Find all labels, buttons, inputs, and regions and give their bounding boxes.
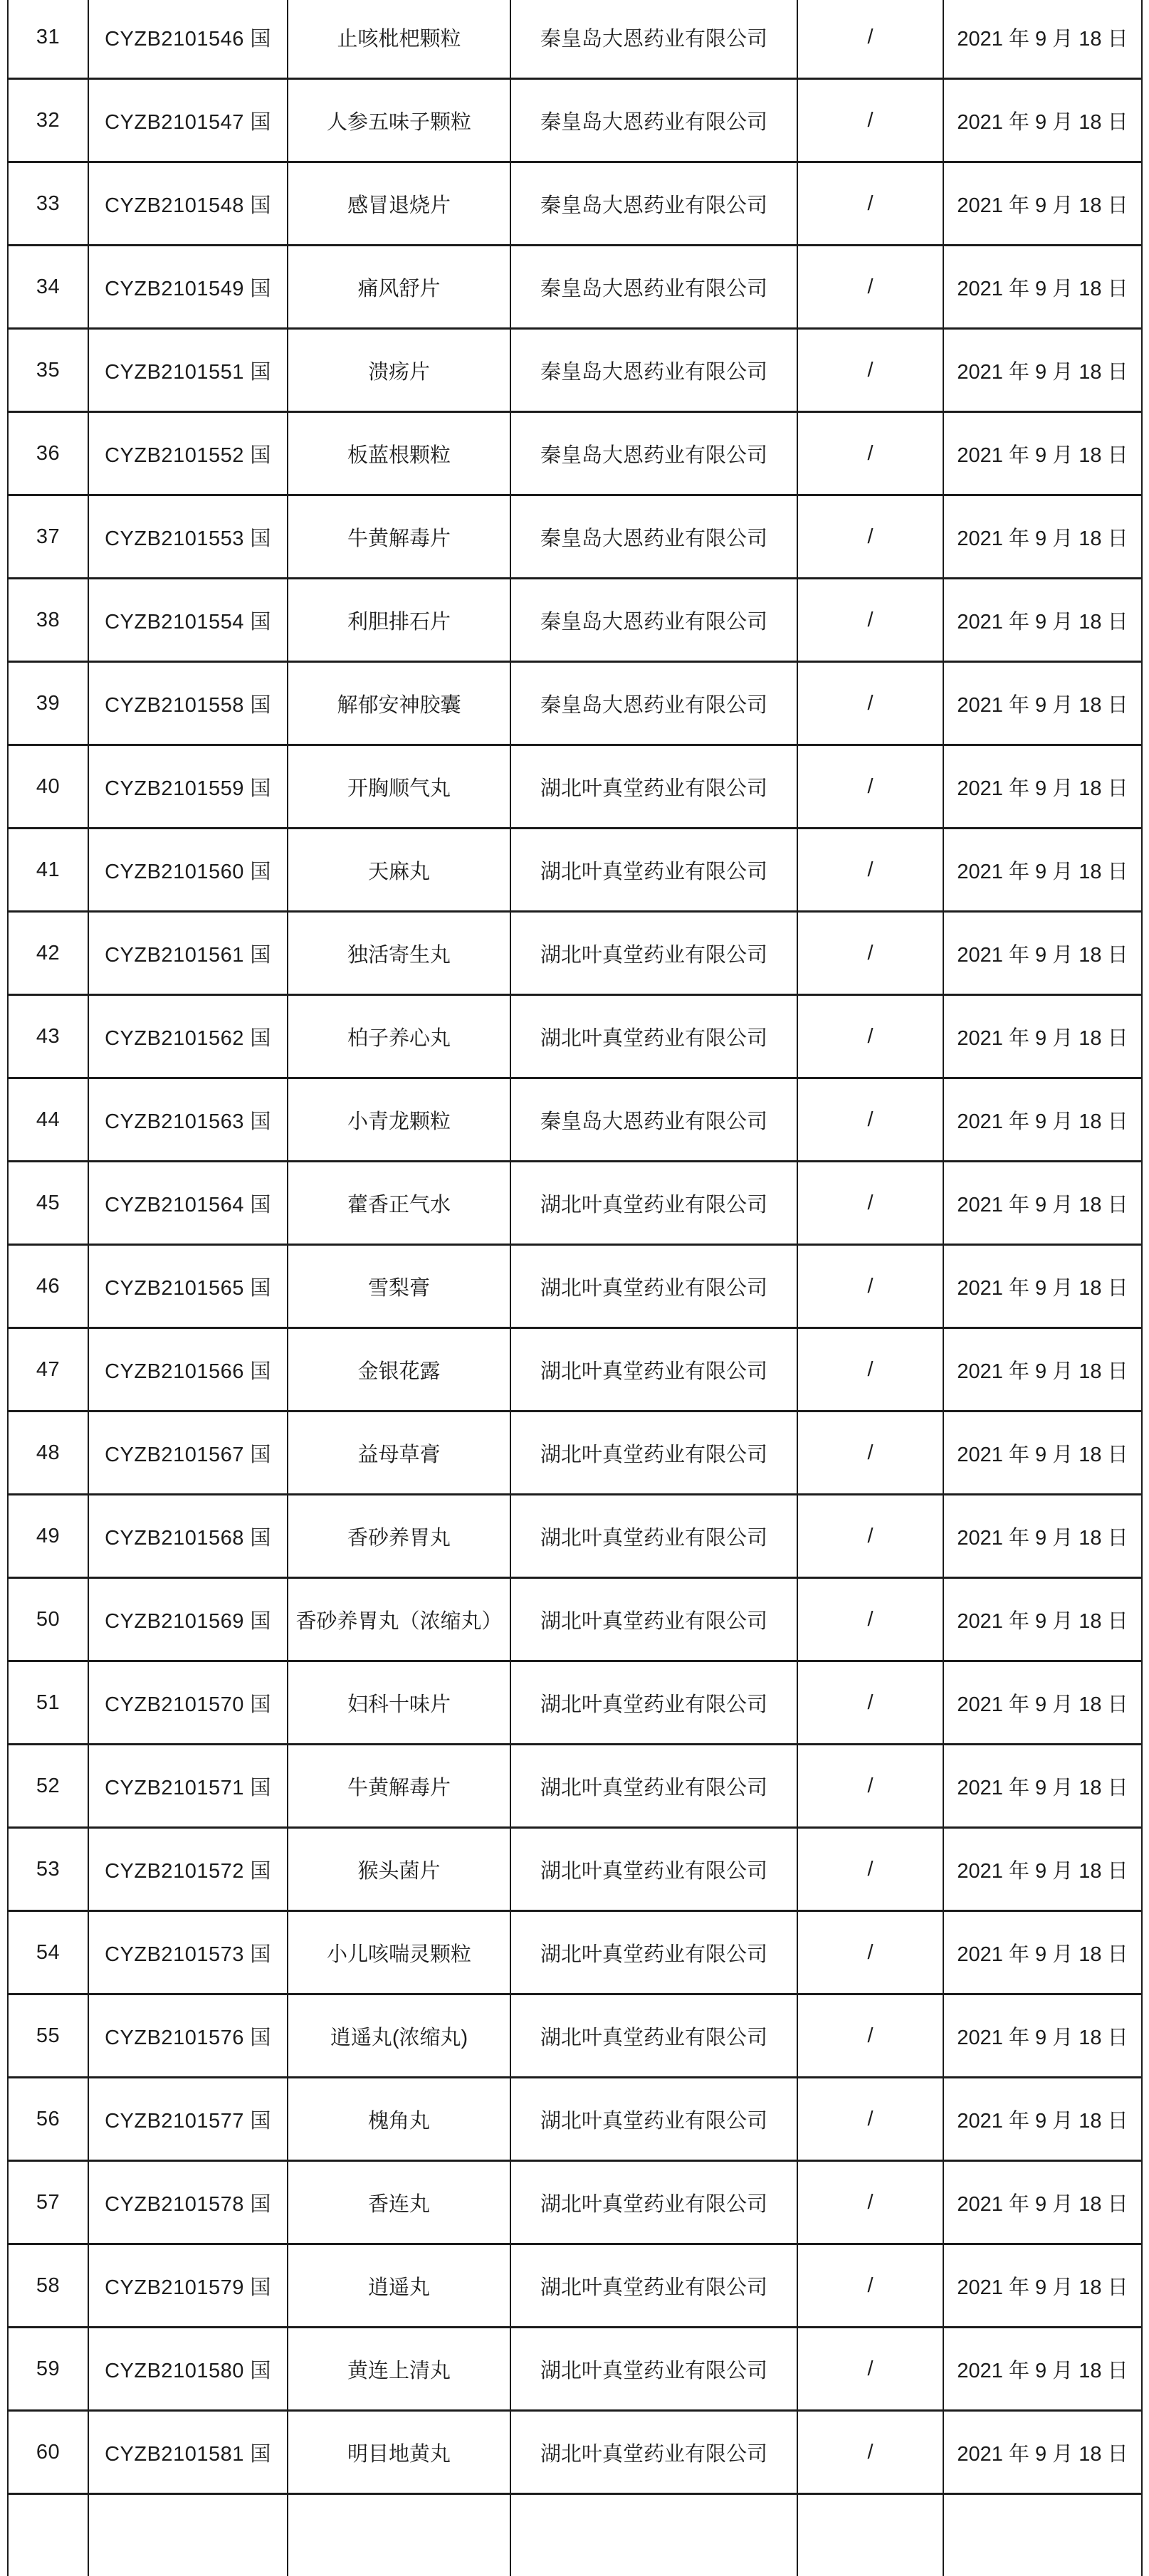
cell-approval-code: CYZB2101564 国 (88, 1162, 288, 1245)
cell-approval-code: CYZB2101546 国 (88, 0, 288, 79)
cell-company: 湖北叶真堂药业有限公司 (510, 2161, 797, 2244)
cell-company: 湖北叶真堂药业有限公司 (510, 1828, 797, 1911)
table-row (8, 412, 1142, 495)
cell-remark-slash: / (797, 745, 943, 829)
cell-remark-slash: / (797, 2244, 943, 2328)
cell-approval-code: CYZB2101567 国 (88, 1411, 288, 1495)
cell-remark-slash: / (797, 1078, 943, 1162)
table-row (8, 1411, 1142, 1495)
cell-approval-code: CYZB2101578 国 (88, 2161, 288, 2244)
table-row (8, 995, 1142, 1078)
cell-company: 湖北叶真堂药业有限公司 (510, 912, 797, 995)
cell-approval-code: CYZB2101552 国 (88, 412, 288, 495)
cell-approval-date: 2021 年 9 月 18 日 (943, 1828, 1142, 1911)
table-row (8, 1245, 1142, 1328)
cell-remark-slash: / (797, 1578, 943, 1661)
cell-approval-code: CYZB2101566 国 (88, 1328, 288, 1411)
cell-approval-date: 2021 年 9 月 18 日 (943, 1745, 1142, 1828)
cell-drug-name: 止咳枇杷颗粒 (288, 0, 510, 79)
cell-remark-slash: / (797, 1411, 943, 1495)
cell-approval-date: 2021 年 9 月 18 日 (943, 1328, 1142, 1411)
cell-approval-code: CYZB2101559 国 (88, 745, 288, 829)
cell-row-number: 36 (8, 412, 88, 495)
cell-company: 秦皇岛大恩药业有限公司 (510, 329, 797, 412)
cell-approval-code: CYZB2101572 国 (88, 1828, 288, 1911)
table-row (8, 662, 1142, 745)
cell-remark-slash: / (797, 829, 943, 912)
cell-remark-slash: / (797, 2161, 943, 2244)
cell-remark-slash: / (797, 329, 943, 412)
cell-approval-code: CYZB2101563 国 (88, 1078, 288, 1162)
cell-drug-name: 香砂养胃丸 (288, 1495, 510, 1578)
cell-company: 秦皇岛大恩药业有限公司 (510, 1078, 797, 1162)
cell-row-number: 44 (8, 1078, 88, 1162)
cell-row-number: 55 (8, 1994, 88, 2078)
cell-approval-code: CYZB2101570 国 (88, 1661, 288, 1745)
table-row (8, 79, 1142, 162)
cell-approval-date: 2021 年 9 月 18 日 (943, 1578, 1142, 1661)
cell-approval-date: 2021 年 9 月 18 日 (943, 1661, 1142, 1745)
drug-approval-table (7, 0, 1143, 2576)
cell-company: 秦皇岛大恩药业有限公司 (510, 579, 797, 662)
cell-row-number: 48 (8, 1411, 88, 1495)
cell-approval-date: 2021 年 9 月 18 日 (943, 1495, 1142, 1578)
cell-company: 湖北叶真堂药业有限公司 (510, 1661, 797, 1745)
cell-approval-code: CYZB2101576 国 (88, 1994, 288, 2078)
cell-approval-code: CYZB2101561 国 (88, 912, 288, 995)
cell-approval-date: 2021 年 9 月 18 日 (943, 745, 1142, 829)
table-row (8, 0, 1142, 79)
cell-row-number: 34 (8, 246, 88, 329)
cell-row-number: 32 (8, 79, 88, 162)
cell-remark-slash: / (797, 1745, 943, 1828)
table-row (8, 1911, 1142, 1994)
cell-approval-date: 2021 年 9 月 18 日 (943, 2244, 1142, 2328)
cell-row-number: 54 (8, 1911, 88, 1994)
cell-approval-date (943, 2494, 1142, 2576)
cell-remark-slash: / (797, 579, 943, 662)
cell-company: 湖北叶真堂药业有限公司 (510, 1411, 797, 1495)
cell-company: 湖北叶真堂药业有限公司 (510, 995, 797, 1078)
cell-drug-name: 牛黄解毒片 (288, 1745, 510, 1828)
cell-remark-slash: / (797, 1911, 943, 1994)
cell-drug-name: 逍遥丸(浓缩丸) (288, 1994, 510, 2078)
cell-remark-slash: / (797, 1828, 943, 1911)
cell-company: 秦皇岛大恩药业有限公司 (510, 0, 797, 79)
cell-drug-name: 柏子养心丸 (288, 995, 510, 1078)
cell-company: 秦皇岛大恩药业有限公司 (510, 162, 797, 246)
cell-remark-slash: / (797, 79, 943, 162)
cell-approval-date: 2021 年 9 月 18 日 (943, 829, 1142, 912)
cell-row-number: 59 (8, 2328, 88, 2411)
cell-row-number: 42 (8, 912, 88, 995)
cell-row-number: 33 (8, 162, 88, 246)
table-row (8, 1828, 1142, 1911)
table-row (8, 246, 1142, 329)
cell-row-number: 41 (8, 829, 88, 912)
table-row (8, 2078, 1142, 2161)
cell-drug-name: 天麻丸 (288, 829, 510, 912)
cell-remark-slash: / (797, 2411, 943, 2494)
cell-drug-name: 解郁安神胶囊 (288, 662, 510, 745)
cell-approval-date: 2021 年 9 月 18 日 (943, 246, 1142, 329)
cell-drug-name: 小青龙颗粒 (288, 1078, 510, 1162)
cell-approval-code: CYZB2101560 国 (88, 829, 288, 912)
cell-drug-name (288, 2494, 510, 2576)
table-row (8, 579, 1142, 662)
cell-company: 湖北叶真堂药业有限公司 (510, 1745, 797, 1828)
cell-approval-date: 2021 年 9 月 18 日 (943, 662, 1142, 745)
cell-approval-date: 2021 年 9 月 18 日 (943, 2411, 1142, 2494)
cell-company: 湖北叶真堂药业有限公司 (510, 2244, 797, 2328)
cell-approval-code: CYZB2101569 国 (88, 1578, 288, 1661)
cell-drug-name: 妇科十味片 (288, 1661, 510, 1745)
cell-company: 湖北叶真堂药业有限公司 (510, 745, 797, 829)
cell-remark-slash: / (797, 1162, 943, 1245)
cell-approval-date: 2021 年 9 月 18 日 (943, 579, 1142, 662)
cell-company: 湖北叶真堂药业有限公司 (510, 1578, 797, 1661)
cell-approval-code: CYZB2101549 国 (88, 246, 288, 329)
cell-company: 秦皇岛大恩药业有限公司 (510, 412, 797, 495)
cell-drug-name: 香连丸 (288, 2161, 510, 2244)
cell-company: 湖北叶真堂药业有限公司 (510, 1245, 797, 1328)
table-row (8, 1495, 1142, 1578)
cell-remark-slash: / (797, 1661, 943, 1745)
cell-approval-date: 2021 年 9 月 18 日 (943, 495, 1142, 579)
cell-row-number: 51 (8, 1661, 88, 1745)
cell-drug-name: 藿香正气水 (288, 1162, 510, 1245)
cell-row-number: 60 (8, 2411, 88, 2494)
cell-drug-name: 猴头菌片 (288, 1828, 510, 1911)
cell-approval-date: 2021 年 9 月 18 日 (943, 1245, 1142, 1328)
cell-approval-code: CYZB2101551 国 (88, 329, 288, 412)
cell-company (510, 2494, 797, 2576)
cell-drug-name: 黄连上清丸 (288, 2328, 510, 2411)
cell-approval-date: 2021 年 9 月 18 日 (943, 995, 1142, 1078)
cell-remark-slash: / (797, 2328, 943, 2411)
cell-company: 湖北叶真堂药业有限公司 (510, 1495, 797, 1578)
cell-approval-date: 2021 年 9 月 18 日 (943, 79, 1142, 162)
cell-row-number: 49 (8, 1495, 88, 1578)
cell-row-number: 52 (8, 1745, 88, 1828)
cell-row-number: 53 (8, 1828, 88, 1911)
table-row (8, 1661, 1142, 1745)
cell-approval-date: 2021 年 9 月 18 日 (943, 1994, 1142, 2078)
cell-approval-date: 2021 年 9 月 18 日 (943, 912, 1142, 995)
cell-drug-name: 感冒退烧片 (288, 162, 510, 246)
cell-row-number: 45 (8, 1162, 88, 1245)
cell-company: 湖北叶真堂药业有限公司 (510, 2411, 797, 2494)
table-row (8, 495, 1142, 579)
cell-company: 湖北叶真堂药业有限公司 (510, 2078, 797, 2161)
cell-approval-code: CYZB2101553 国 (88, 495, 288, 579)
cell-row-number: 35 (8, 329, 88, 412)
cell-approval-code: CYZB2101581 国 (88, 2411, 288, 2494)
cell-company: 湖北叶真堂药业有限公司 (510, 1162, 797, 1245)
cell-row-number: 40 (8, 745, 88, 829)
table-row (8, 1328, 1142, 1411)
cell-drug-name: 逍遥丸 (288, 2244, 510, 2328)
cell-approval-code (88, 2494, 288, 2576)
cell-approval-date: 2021 年 9 月 18 日 (943, 162, 1142, 246)
cell-remark-slash (797, 2494, 943, 2576)
cell-approval-code: CYZB2101558 国 (88, 662, 288, 745)
cell-row-number: 58 (8, 2244, 88, 2328)
table-row (8, 1162, 1142, 1245)
cell-drug-name: 利胆排石片 (288, 579, 510, 662)
cell-drug-name: 痛风舒片 (288, 246, 510, 329)
cell-approval-date: 2021 年 9 月 18 日 (943, 329, 1142, 412)
cell-row-number: 47 (8, 1328, 88, 1411)
cell-approval-code: CYZB2101565 国 (88, 1245, 288, 1328)
cell-approval-code: CYZB2101571 国 (88, 1745, 288, 1828)
cell-drug-name: 香砂养胃丸（浓缩丸） (288, 1578, 510, 1661)
cell-approval-date: 2021 年 9 月 18 日 (943, 1162, 1142, 1245)
cell-drug-name: 益母草膏 (288, 1411, 510, 1495)
table-body (8, 0, 1142, 2576)
cell-company: 湖北叶真堂药业有限公司 (510, 2328, 797, 2411)
cell-remark-slash: / (797, 495, 943, 579)
cell-approval-date: 2021 年 9 月 18 日 (943, 2078, 1142, 2161)
cell-company: 秦皇岛大恩药业有限公司 (510, 495, 797, 579)
cell-row-number: 37 (8, 495, 88, 579)
cell-approval-date: 2021 年 9 月 18 日 (943, 412, 1142, 495)
table-row (8, 1578, 1142, 1661)
cell-drug-name: 牛黄解毒片 (288, 495, 510, 579)
cell-drug-name: 雪梨膏 (288, 1245, 510, 1328)
cell-remark-slash: / (797, 662, 943, 745)
cell-row-number: 46 (8, 1245, 88, 1328)
cell-approval-date: 2021 年 9 月 18 日 (943, 1078, 1142, 1162)
cell-approval-code: CYZB2101568 国 (88, 1495, 288, 1578)
table-row (8, 829, 1142, 912)
cell-company: 秦皇岛大恩药业有限公司 (510, 79, 797, 162)
cell-approval-code: CYZB2101573 国 (88, 1911, 288, 1994)
cell-remark-slash: / (797, 1495, 943, 1578)
cell-remark-slash: / (797, 2078, 943, 2161)
table-row (8, 2161, 1142, 2244)
cell-drug-name: 槐角丸 (288, 2078, 510, 2161)
cell-remark-slash: / (797, 1328, 943, 1411)
cell-approval-date: 2021 年 9 月 18 日 (943, 2161, 1142, 2244)
cell-remark-slash: / (797, 0, 943, 79)
cell-remark-slash: / (797, 412, 943, 495)
cell-approval-code: CYZB2101547 国 (88, 79, 288, 162)
cell-remark-slash: / (797, 246, 943, 329)
table-row (8, 2244, 1142, 2328)
cell-company: 秦皇岛大恩药业有限公司 (510, 662, 797, 745)
cell-approval-code: CYZB2101548 国 (88, 162, 288, 246)
cell-row-number: 56 (8, 2078, 88, 2161)
cell-drug-name: 明目地黄丸 (288, 2411, 510, 2494)
cell-approval-date: 2021 年 9 月 18 日 (943, 1411, 1142, 1495)
cell-approval-code: CYZB2101562 国 (88, 995, 288, 1078)
cell-drug-name: 开胸顺气丸 (288, 745, 510, 829)
table-row (8, 2328, 1142, 2411)
cell-approval-code: CYZB2101580 国 (88, 2328, 288, 2411)
cell-approval-code: CYZB2101577 国 (88, 2078, 288, 2161)
table-row (8, 162, 1142, 246)
cell-row-number: 57 (8, 2161, 88, 2244)
table-row (8, 1078, 1142, 1162)
cell-approval-code: CYZB2101579 国 (88, 2244, 288, 2328)
table-row (8, 329, 1142, 412)
cell-drug-name: 人参五味子颗粒 (288, 79, 510, 162)
table-row-partial (8, 2494, 1142, 2576)
table-row (8, 1994, 1142, 2078)
cell-company: 湖北叶真堂药业有限公司 (510, 1911, 797, 1994)
cell-row-number: 43 (8, 995, 88, 1078)
cell-drug-name: 小儿咳喘灵颗粒 (288, 1911, 510, 1994)
cell-row-number: 50 (8, 1578, 88, 1661)
cell-remark-slash: / (797, 162, 943, 246)
cell-approval-date: 2021 年 9 月 18 日 (943, 2328, 1142, 2411)
cell-company: 湖北叶真堂药业有限公司 (510, 1994, 797, 2078)
cell-remark-slash: / (797, 995, 943, 1078)
cell-row-number: 38 (8, 579, 88, 662)
cell-drug-name: 独活寄生丸 (288, 912, 510, 995)
cell-drug-name: 溃疡片 (288, 329, 510, 412)
table-row (8, 745, 1142, 829)
cell-approval-code: CYZB2101554 国 (88, 579, 288, 662)
table-row (8, 2411, 1142, 2494)
cell-remark-slash: / (797, 1245, 943, 1328)
table-row (8, 1745, 1142, 1828)
cell-approval-date: 2021 年 9 月 18 日 (943, 0, 1142, 79)
cell-remark-slash: / (797, 912, 943, 995)
cell-drug-name: 金银花露 (288, 1328, 510, 1411)
cell-row-number (8, 2494, 88, 2576)
cell-company: 湖北叶真堂药业有限公司 (510, 829, 797, 912)
cell-drug-name: 板蓝根颗粒 (288, 412, 510, 495)
cell-company: 湖北叶真堂药业有限公司 (510, 1328, 797, 1411)
cell-approval-date: 2021 年 9 月 18 日 (943, 1911, 1142, 1994)
cell-company: 秦皇岛大恩药业有限公司 (510, 246, 797, 329)
table-row (8, 912, 1142, 995)
cell-row-number: 39 (8, 662, 88, 745)
cell-remark-slash: / (797, 1994, 943, 2078)
cell-row-number: 31 (8, 0, 88, 79)
